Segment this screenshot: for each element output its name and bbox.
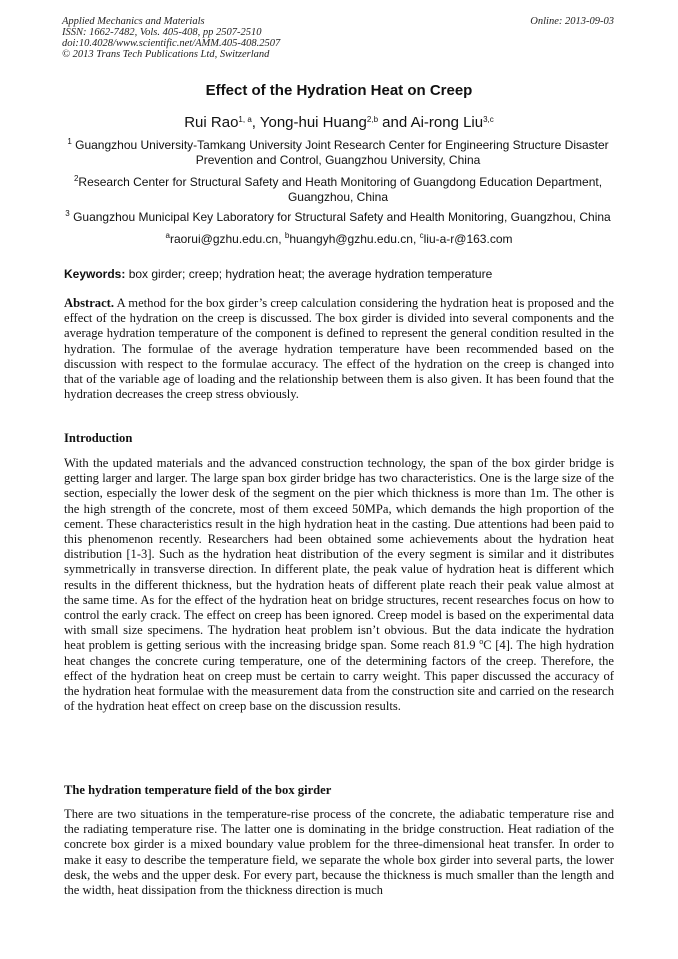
author-name: Ai-rong Liu [410, 114, 484, 131]
introduction-text-cont: C [4]. The high hydration heat changes the concrete curing temperature, one of the determining factors of the creep. Therefore, the effect of the hydration heat on creep must be certain to carry weight. This paper discussed the accuracy of the hydration heat formulae with the measurement data from the construction site and carried on the research of the hydration heat effect on creep base on the discussion results. [64, 638, 614, 714]
keywords-text: box girder; creep; hydration heat; the average hydration temperature [125, 267, 493, 281]
affiliation-text: Guangzhou Municipal Key Laboratory for Structural Safety and Health Monitoring, Guangzhou, China [73, 210, 611, 224]
email-mark: a [165, 231, 170, 240]
introduction-paragraph [64, 456, 614, 714]
email-mark: c [419, 231, 424, 240]
section-heading-introduction: Introduction [64, 431, 133, 445]
online-date: Online: 2013-09-03 [530, 16, 614, 27]
affiliation [62, 210, 614, 225]
degree-mark: o [479, 637, 484, 647]
abstract-text: A method for the box girder’s creep calculation considering the hydration heat is proposed and the effect of the hydration on the creep is discussed. The box girder is divided into several components and the average hydration temperature of the component is defined to represent the general condition resulted in the hydration. The formulae of the average hydration temperature have been recommended based on the discussion with respect to the formulae accuracy. The effect of the hydration on the creep is changed into that of the variable age of loading and the relationship between them is also given. It has been found that the hydration decreases the creep stress obviously. [64, 296, 614, 402]
keywords [64, 267, 616, 281]
keywords-label: Keywords: [64, 267, 126, 281]
author-affil-mark: 1, a [238, 115, 252, 124]
author-separator: and [378, 114, 411, 131]
email-address: liu-a-r@163.com [423, 232, 513, 246]
author-affil-mark: 3,c [483, 115, 494, 124]
section-heading-temperature-field: The hydration temperature field of the box girder [64, 783, 332, 797]
email-address: huangyh@gzhu.edu.cn, [289, 232, 420, 246]
author-name: Rui Rao [184, 114, 239, 131]
journal-name: Applied Mechanics and Materials [62, 16, 205, 27]
abstract-label: Abstract. [64, 296, 115, 310]
author-separator: , [251, 114, 260, 131]
email-address: raorui@gzhu.edu.cn, [169, 232, 285, 246]
temperature-field-paragraph: There are two situations in the temperature-rise process of the concrete, the adiabatic temperature rise and the radiating temperature rise. The latter one is dominating in the bridge construction. Heat radiation of the concrete box girder is a mixed boundary value problem for the three-dimensional heat transfer. In order to make it easy to describe the temperature field, we separate the whole box girder into several parts, the lower desk, the webs and the upper desk. For every part, because the thickness is much smaller than the length and the width, heat dissipation from the thickness direction is much [64, 807, 614, 898]
author-list [0, 114, 678, 131]
affiliation [62, 175, 614, 205]
affiliation-text: Guangzhou University-Tamkang University Joint Research Center for Engineering Structure Disaster Prevention and Control, Guangzhou University, China [75, 138, 609, 167]
affiliation-number: 1 [67, 137, 72, 146]
affiliation-text: Research Center for Structural Safety and Heath Monitoring of Guangdong Education Department, Guangzhou, China [78, 175, 603, 204]
paper-title: Effect of the Hydration Heat on Creep [205, 82, 473, 99]
author-emails [0, 232, 678, 246]
journal-header [62, 16, 614, 60]
issn-line: ISSN: 1662-7482, Vols. 405-408, pp 2507-2510 [62, 27, 262, 38]
abstract [64, 296, 614, 402]
doi-line: doi:10.4028/www.scientific.net/AMM.405-408.2507 [62, 38, 281, 49]
copyright-line: © 2013 Trans Tech Publications Ltd, Switzerland [62, 49, 270, 60]
author-name: Yong-hui Huang [259, 114, 367, 131]
affiliation [62, 138, 614, 168]
email-mark: b [284, 231, 290, 240]
introduction-text: With the updated materials and the advanced construction technology, the span of the box girder bridge is getting larger and larger. The large span box girder bridge has two characteristics. One is the large size of the section, especially the lower desk of the segment on the pier which thickness is more than 1m. The other is the high strength of the concrete, most of them exceed 50MPa, which demands the high proportion of the cement. These characteristics result in the high hydration heat in the casting. Due attentions had been paid to this phenomenon recently. Researchers had been obtained some achievements about the hydration heat distribution [1-3]. Such as the hydration heat distribution of the every segment is similar and it distributes symmetrically in transverse direction. In different plate, the peak value of hydration heat is different which results in the different thickness, but the hydration heats of different plate reach their peak value almost at the same time. As for the effect of the hydration heat on bridge structures, recent researches focus on how to control the early crack. The effect on creep has been ignored. Creep model is based on the experimental data with small size specimens. The hydration heat problem isn’t obvious. But the data indicate the hydration heat problem is getting serious with the increasing bridge span. Some reach 81.9 [64, 456, 614, 653]
affiliation-number: 2 [73, 174, 79, 183]
affiliation-number: 3 [65, 209, 70, 218]
author-affil-mark: 2,b [366, 115, 379, 124]
